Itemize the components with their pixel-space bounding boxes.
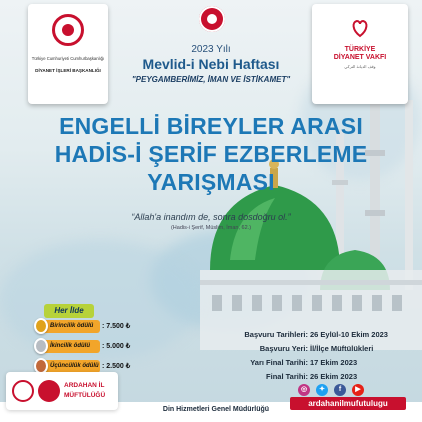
hadith-source: (Hadis-i Şerif, Müslim, İman, 62.) — [170, 225, 252, 231]
footer-directorate: Din Hizmetleri Genel Müdürlüğü — [162, 406, 270, 413]
date-value: İl/İlçe Müftülükleri — [310, 344, 374, 353]
diyanet-emblem-icon — [12, 380, 34, 402]
prize-amount: : 5.000 ₺ — [102, 343, 131, 350]
date-label: Başvuru Yeri: — [259, 344, 308, 353]
diyanet-logo-line1: Türkiye Cumhuriyeti Cumhurbaşkanlığı — [31, 56, 105, 61]
facebook-icon[interactable]: f — [334, 384, 346, 396]
date-label: Başvuru Tarihleri: — [244, 330, 308, 339]
tdv-logo-line2: DİYANET VAKFI — [333, 54, 387, 61]
prize-label: İkincilik ödülü — [38, 340, 100, 353]
date-row — [200, 358, 420, 369]
gold-medal-icon — [34, 318, 48, 334]
date-row — [200, 372, 420, 383]
instagram-icon[interactable]: ◎ — [298, 384, 310, 396]
prize-label: Birincilik ödülü — [38, 320, 100, 333]
social-handle[interactable]: ardahanilmufutulugu — [290, 397, 406, 410]
event-year: 2023 Yılı — [191, 44, 231, 55]
date-row — [200, 330, 420, 341]
diyanet-emblem-icon — [52, 14, 84, 46]
tdv-logo-line3: وقف الديانة التركي — [344, 64, 376, 69]
date-row — [200, 344, 420, 355]
silver-medal-icon — [34, 338, 48, 354]
competition-title-line2: HADİS-İ ŞERİF EZBERLEME — [54, 141, 368, 167]
event-theme: "PEYGAMBERİMİZ, İMAN VE İSTİKAMET" — [131, 75, 291, 84]
date-value: 26 Eylül-10 Ekim 2023 — [310, 330, 388, 339]
diyanet-logo-line2: DİYANET İŞLERİ BAŞKANLIĞI — [35, 68, 101, 73]
event-name: Mevlid-i Nebi Haftası — [142, 56, 280, 72]
ardahan-logo-badge — [6, 372, 118, 410]
date-label: Yarı Final Tarihi: — [250, 358, 308, 367]
org-line1: ARDAHAN İL — [64, 382, 105, 389]
competition-title-line3: YARIŞMASI — [147, 169, 275, 195]
youtube-icon[interactable]: ▶ — [352, 384, 364, 396]
seal-emblem-icon — [38, 380, 60, 402]
prize-amount: : 7.500 ₺ — [102, 323, 131, 330]
date-label: Final Tarihi: — [266, 372, 308, 381]
prizes-heading: Her İlde — [44, 304, 94, 318]
prize-first — [38, 320, 142, 333]
prize-second — [38, 340, 142, 353]
seal-emblem-icon — [199, 6, 225, 32]
date-value: 17 Ekim 2023 — [310, 358, 358, 367]
competition-title-line1: ENGELLİ BİREYLER ARASI — [59, 113, 363, 139]
prize-amount: : 2.500 ₺ — [102, 363, 131, 370]
prize-label: Üçüncülük ödülü — [38, 360, 100, 373]
tdv-mark-icon — [350, 18, 370, 38]
tdv-logo-line1: TÜRKİYE — [344, 46, 376, 53]
org-line2: MÜFTÜLÜĞÜ — [64, 392, 106, 399]
twitter-icon[interactable]: ✦ — [316, 384, 328, 396]
hadith-quote: “Allah'a inandım de, sonra dosdoğru ol.” — [131, 212, 291, 222]
date-value: 26 Ekim 2023 — [310, 372, 358, 381]
